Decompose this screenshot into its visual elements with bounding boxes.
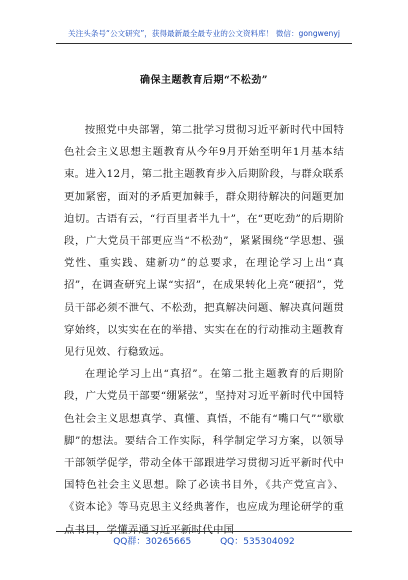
header-divider	[56, 43, 352, 44]
header-note: 关注头条号“公文研究”，获得最新最全最专业的公文资料库！ 微信：gongwenyj	[68, 29, 340, 38]
document-body	[64, 119, 344, 541]
document-title: 确保主题教育后期“不松劲”	[139, 75, 268, 86]
footer-divider	[56, 531, 352, 532]
footer-qq: QQ：535304092	[220, 537, 295, 547]
paragraph-1: 按照党中央部署，第二批学习贯彻习近平新时代中国特色社会主义思想主题教育从今年9月开始至明年1月基本结束。进入12月，第二批主题教育步入后期阶段，与群众联系更加紧密，面对的矛盾更加棘手，群众期待解决的问题更加迫切。古语有云，“行百里者半九十”，在“更吃劲”的后期阶段，广大党员干部更应当“不松劲”，紧紧围绕“学思想、强党性、重实践、建新功”的总要求，在理论学习上出“真招”，在调查研究上谋“实招”，在成果转化上亮“硬招”，党员干部必须不泄气、不松劲，把真解决问题、解决真问题贯穿始终，以实实在在的举措、实实在在的行动推动主题教育见行见效、行稳致远。	[64, 124, 344, 359]
paragraph-2: 在理论学习上出“真招”。在第二批主题教育的后期阶段，广大党员干部要“绷紧弦”，坚持对习近平新时代中国特色社会主义思想真学、真懂、真悟，不能有“嘴口气”“歇歇脚”的想法。要结合工作实际，科学制定学习方案，以领导干部领学促学，带动全体干部跟进学习贯彻习近平新时代中国特色社会主义思想。除了必读书目外，《共产党宣言》、《资本论》等马克思主义经典著作，也应成为理论研学的重点书目，学懂弄通习近平新时代中国	[64, 368, 344, 536]
footer-qq-group: QQ群：30265665	[113, 537, 192, 547]
footer-contact	[0, 534, 408, 547]
